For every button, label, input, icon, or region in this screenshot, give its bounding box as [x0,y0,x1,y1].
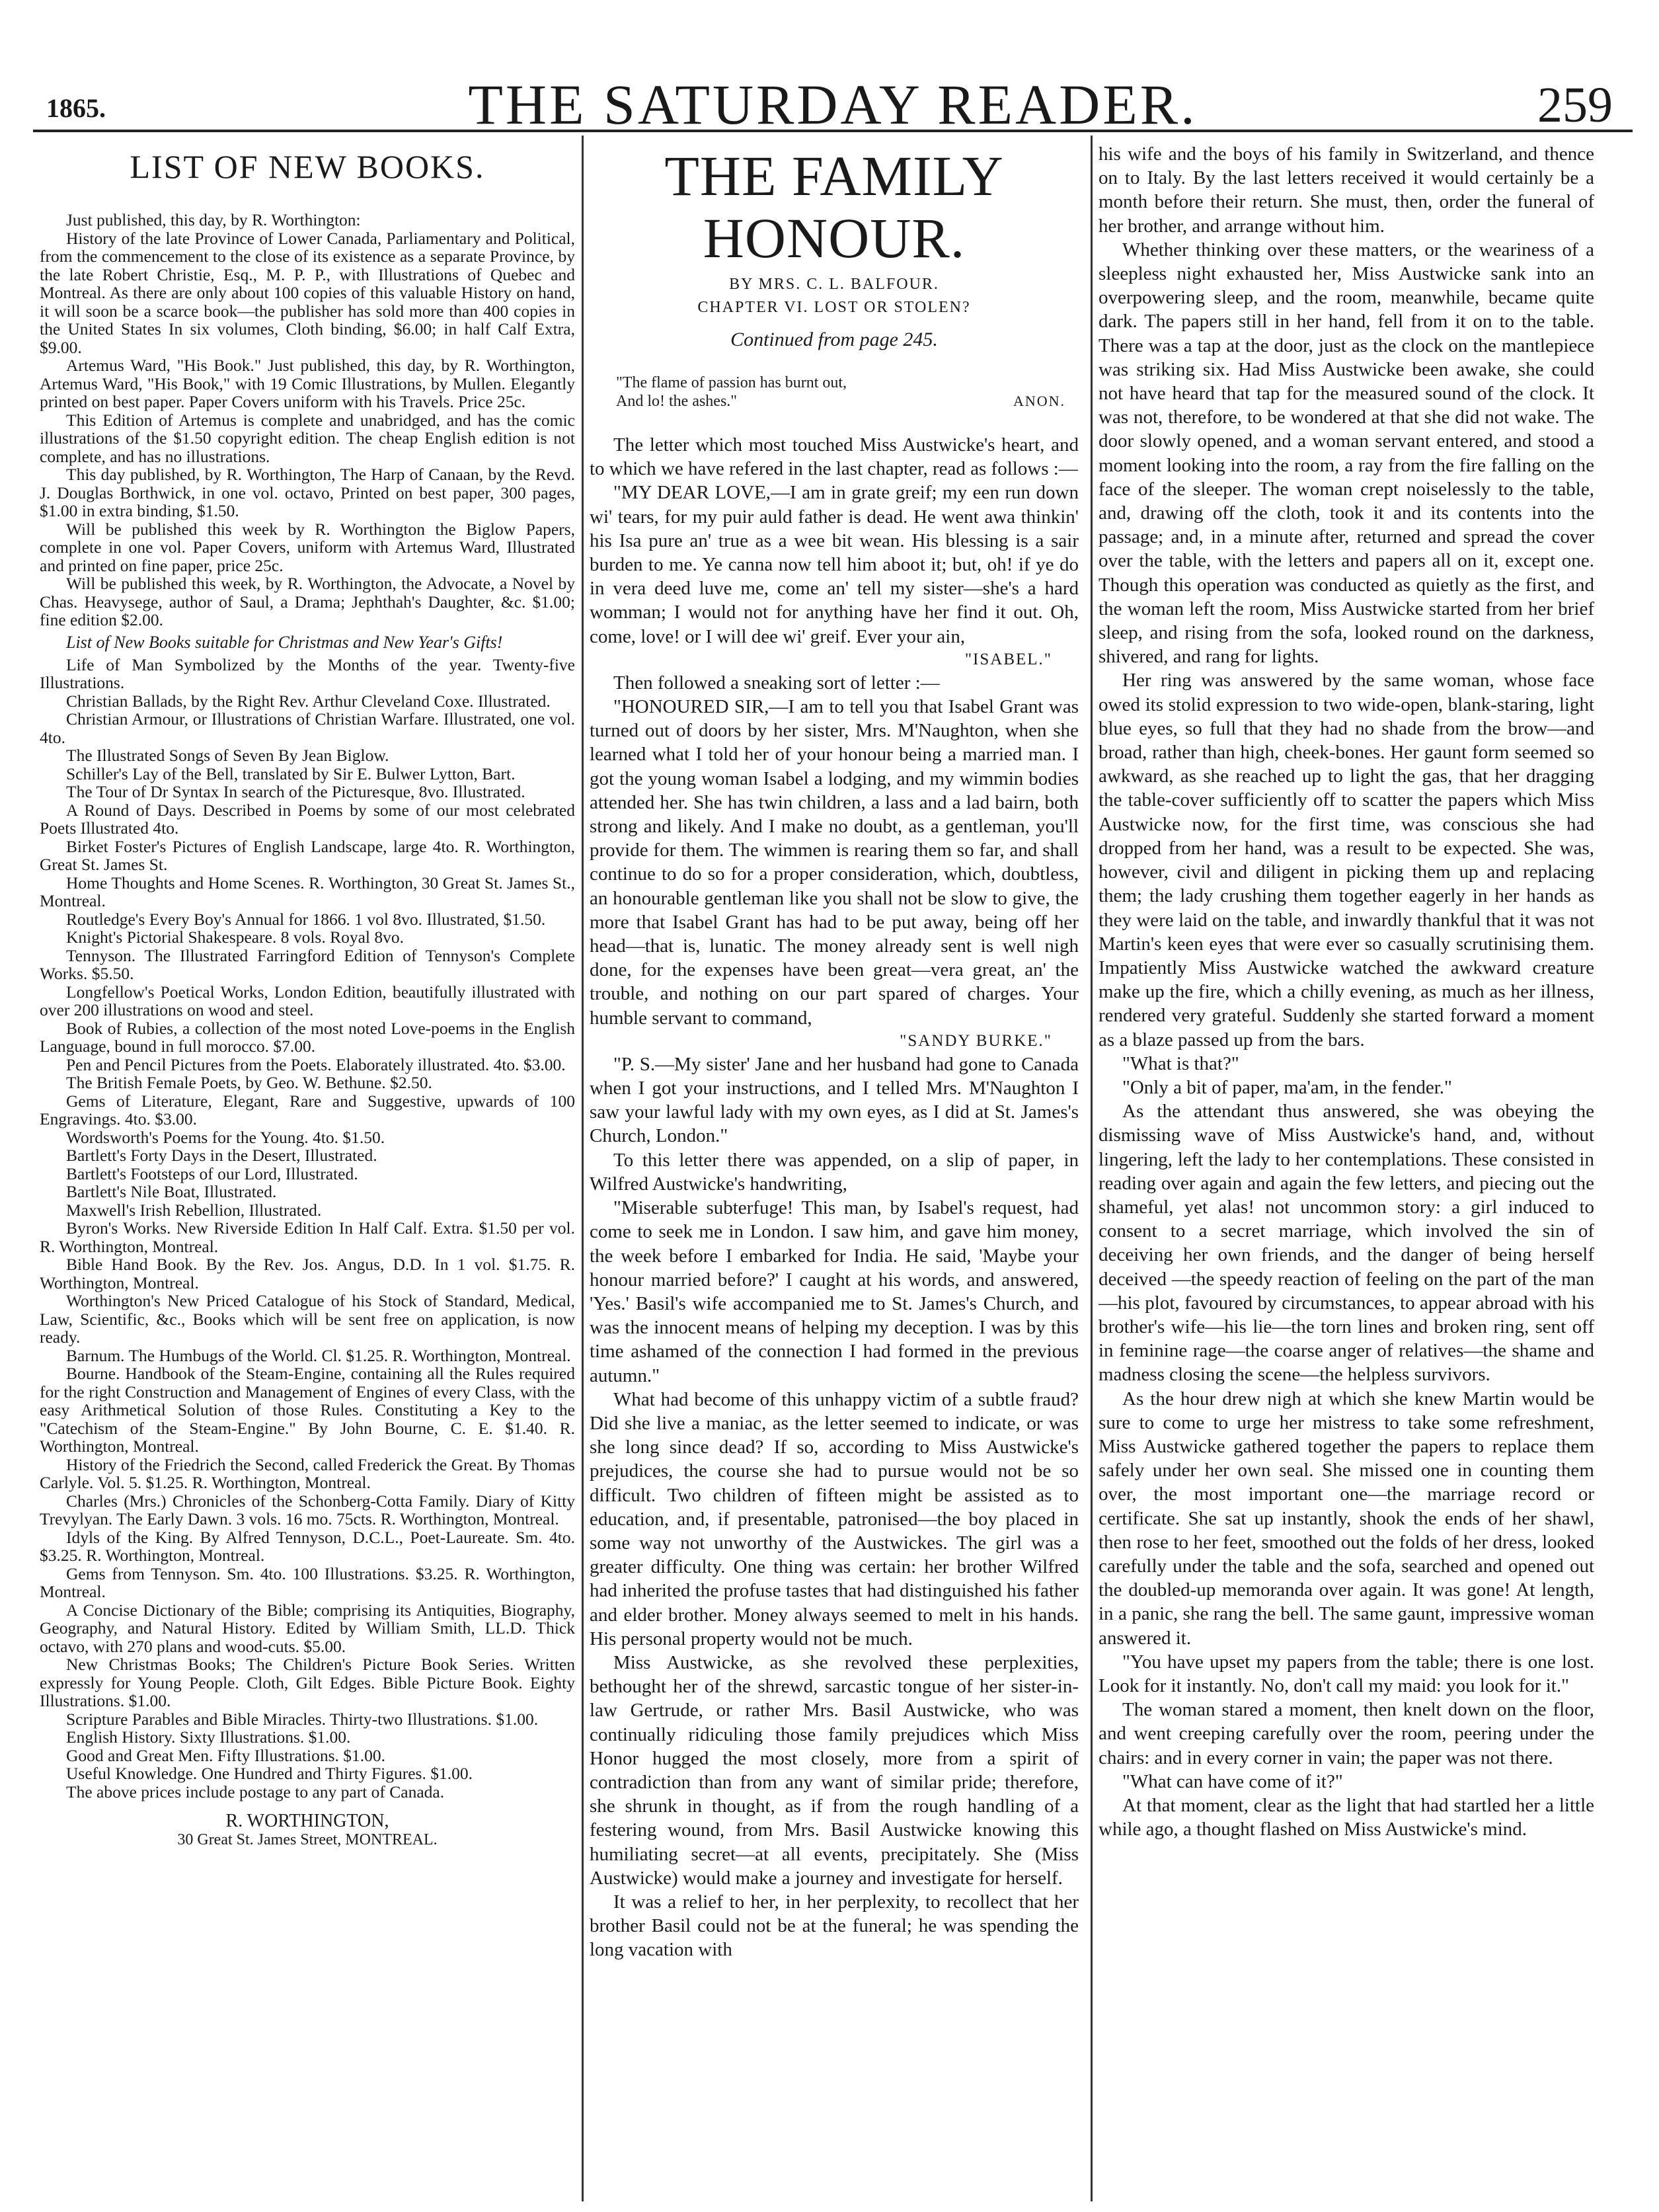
book-list-heading: LIST OF NEW BOOKS. [130,148,485,185]
story-paragraph: "You have upset my papers from the table; there is one lost. Look for it instantly. No, don't call my maid: you look for it." [1099,1651,1594,1696]
masthead-year: 1865. [46,93,106,123]
epigraph-author: ANON. [1013,393,1065,409]
book-list-item: The British Female Poets, by Geo. W. Bethune. $2.50. [66,1073,432,1092]
book-list-item: Christian Armour, or Illustrations of Christian Warfare. Illustrated, one vol. 4to. [40,709,575,747]
story-paragraph: The letter which most touched Miss Austwicke's heart, and to which we have refered in the last chapter, read as follows :— [590,434,1079,480]
book-list-paragraph: Just published, this day, by R. Worthington: [66,210,361,229]
continued-note: Continued from page 245. [730,329,938,350]
book-list-paragraph: Artemus Ward, "His Book." Just published, this day, by R. Worthington, Artemus Ward, "His Book," with 19 Comic Illustrations, by Mullen. Elegantly printed on best paper. Paper Covers uniform with his Travels. Price 25c. [40,356,575,411]
book-list-subheading: List of New Books suitable for Christmas and New Year's Gifts! [66,632,503,652]
publisher-name: R. WORTHINGTON, [225,1811,389,1831]
story-paragraphs [590,1052,1079,1962]
letter-signature: "ISABEL." [964,650,1052,668]
book-list-item: The Tour of Dr Syntax In search of the Picturesque, 8vo. Illustrated. [66,782,525,801]
book-list-item: Scripture Parables and Bible Miracles. Thirty-two Illustrations. $1.00. [66,1709,539,1729]
chapter-heading: CHAPTER VI. LOST OR STOLEN? [697,299,971,316]
epigraph [590,374,1079,411]
story-paragraph: "What can have come of it?" [1122,1770,1343,1792]
story-column-2 [1099,142,1594,2198]
book-list-item: Longfellow's Poetical Works, London Edition, beautifully illustrated with over 200 illustrations on wood and steel. [40,982,575,1019]
story-title: THE FAMILY HONOUR. [664,144,1004,270]
book-list-item: Barnum. The Humbugs of the World. Cl. $1.25. R. Worthington, Montreal. [66,1345,571,1365]
book-list-item: Byron's Works. New Riverside Edition In Half Calf. Extra. $1.50 per vol. R. Worthington, Montreal. [40,1218,575,1256]
masthead-title: THE SATURDAY READER. [468,73,1198,136]
book-list-item: Worthington's New Priced Catalogue of his Stock of Standard, Medical, Law, Scientific, &c., Books which will be sent free on application, is now ready. [40,1291,575,1347]
column-divider [582,136,584,2201]
book-list-item: Life of Man Symbolized by the Months of the year. Twenty-five Illustrations. [40,654,575,692]
column-divider [1091,136,1093,2201]
book-list-item: Bartlett's Nile Boat, Illustrated. [66,1182,277,1201]
book-list-item: Routledge's Every Boy's Annual for 1866. 1 vol 8vo. Illustrated, $1.50. [66,909,546,929]
book-list-item: Book of Rubies, a collection of the most noted Love-poems in the English Language, bound in full morocco. $7.00. [40,1018,575,1056]
book-list-item: Birket Foster's Pictures of English Landscape, large 4to. R. Worthington, Great St. James St. [40,836,575,874]
book-list-item: Good and Great Men. Fifty Illustrations. $1.00. [66,1745,386,1765]
story-paragraph: "HONOURED SIR,—I am to tell you that Isabel Grant was turned out of doors by her sister, Mrs. M'Naughton, when she learned what I told her of your honour being a married man. I got the young woman Isabel a lodging, and my wimmin bodies attended her. She has twin children, a lass and a lad bairn, both strong and likely. And I make no doubt, as a gentleman, you'll provide for them. The wimmen is rearing them so far, and shall continue to do so for a proper consideration, which, doubtless, an honourable gentleman like you shall not be slow to give, the more that Isabel Grant has had to be put away, being off her head—that is, lunatic. The money already sent is well nigh done, for the expenses have been great—vera great, an' the trouble, and nothing on our part spared of charges. Your humble servant to command, [590,696,1079,1029]
story-paragraphs [590,671,1079,1030]
book-list-item: Gems from Tennyson. Sm. 4to. 100 Illustrations. $3.25. R. Worthington, Montreal. [40,1563,575,1601]
story-paragraph: At that moment, clear as the light that had startled her a little while ago, a thought flashed on Miss Austwicke's mind. [1099,1795,1594,1840]
story-byline: BY MRS. C. L. BALFOUR. [729,276,939,293]
book-list-column [40,142,575,2198]
story-column-1 [590,142,1079,2198]
story-paragraph: What had become of this unhappy victim of a subtle fraud? Did she live a maniac, as the letter seemed to indicate, or was she long since dead? If so, according to Miss Austwicke's prejudices, the course she had to pursue would not be so difficult. Two children of fifteen might be assisted as to education, and, if presentable, patronised—the boy placed in some way not unworthy of the Austwickes. The girl was a greater difficulty. One thing was certain: her brother Wilfred had inherited the profuse tastes that had distinguished his father and elder brother. Money always seemed to melt in his hands. His personal property would not be much. [590,1388,1079,1649]
story-paragraph: Whether thinking over these matters, or the weariness of a sleepless night exhausted her, Miss Austwicke sank into an overpowering sleep, and the room, meanwhile, became quite dark. The papers still in her hand, fell from it on to the table. There was a tap at the door, just as the clock on the mantlepiece was striking six. Had Miss Austwicke been awake, she could not have heard that tap for the measured sound of the clock. It was not, therefore, to be wondered at that she did not wake. The door slowly opened, and a woman servant entered, and stood a moment looking into the room, a ray from the fire falling on the face of the sleeper. The woman crept noiselessly to the table, and, drawing off the cloth, took it and its contents into the passage; and, in a minute after, returned and spread the cover over the table, with the letters and papers all on it, except one. Though this operation was conducted as quietly as the first, and the woman left the room, Miss Austwicke started from her brief sleep, and rising from the sofa, looked round on the darkness, shivered, and rang for lights. [1099,239,1594,668]
book-list-item: Useful Knowledge. One Hundred and Thirty Figures. $1.00. [66,1764,473,1783]
book-list-item: The above prices include postage to any part of Canada. [66,1782,445,1801]
book-list-item: Tennyson. The Illustrated Farringford Edition of Tennyson's Complete Works. $5.50. [40,945,575,983]
book-list-item: Knight's Pictorial Shakespeare. 8 vols. Royal 8vo. [66,928,404,947]
book-list-item: Wordsworth's Poems for the Young. 4to. $1.50. [66,1127,385,1147]
story-paragraph: Then followed a sneaking sort of letter :— [613,672,940,693]
book-list-item: English History. Sixty Illustrations. $1.00. [66,1727,351,1747]
story-paragraph: "What is that?" [1122,1052,1239,1074]
book-list-item: Bartlett's Forty Days in the Desert, Illustrated. [66,1146,377,1165]
book-list-item: A Round of Days. Described in Poems by some of our most celebrated Poets Illustrated 4to. [40,800,575,838]
book-list-item: History of the Friedrich the Second, called Frederick the Great. By Thomas Carlyle. Vol. 5. $1.25. R. Worthington, Montreal. [40,1454,575,1492]
book-list-paragraph: History of the late Province of Lower Canada, Parliamentary and Political, from the commencement to the close of its existence as a separate Province, by the late Robert Christie, Esq., M. P. P., with Illustrations of Quebec and Montreal. As there are only about 100 copies of this valuable History on hand, it will soon be a scarce book—the publisher has sold more than 400 copies in the United States In six volumes, Cloth binding, $6.00; in half Calf Extra, $9.00. [40,228,575,357]
story-paragraph: It was a relief to her, in her perplexity, to recollect that her brother Basil could not be at the funeral; he was spending the long vacation with [590,1891,1079,1961]
book-list-item: Pen and Pencil Pictures from the Poets. Elaborately illustrated. 4to. $3.00. [66,1054,566,1074]
story-paragraph: To this letter there was appended, on a slip of paper, in Wilfred Austwicke's handwriting, [590,1149,1079,1195]
book-list-paragraph: This day published, by R. Worthington, The Harp of Canaan, by the Revd. J. Douglas Borthwick, in one vol. octavo, Printed on best paper, 300 pages, $1.00 in extra binding, $1.50. [40,465,575,520]
story-paragraph: his wife and the boys of his family in Switzerland, and thence on to Italy. By the last letters received it would certainly be a month before their return. She must, then, order the funeral of her brother, and arrange without him. [1099,143,1594,237]
book-list-item: Home Thoughts and Home Scenes. R. Worthington, 30 Great St. James St., Montreal. [40,873,575,910]
page-number: 259 [1537,77,1613,133]
book-list-item: Maxwell's Irish Rebellion, Illustrated. [66,1200,322,1220]
story-paragraphs [590,433,1079,649]
book-list-item: Christian Ballads, by the Right Rev. Arthur Cleveland Coxe. Illustrated. [66,691,551,711]
story-paragraph: "P. S.—My sister' Jane and her husband had gone to Canada when I got your instructions, and I telled Mrs. M'Naughton I saw your lawful lady with my own eyes, as I did at St. James's Church, London." [590,1053,1079,1147]
masthead [33,59,1633,136]
story-paragraphs [1099,142,1594,1841]
story-paragraph: As the hour drew nigh at which she knew Martin would be sure to come to urge her mistress to take some refreshment, Miss Austwicke gathered together the papers to replace them safely under her own seal. She missed one in counting them over, the most important one—the marriage record or certificate. She sat up instantly, shook the ends of her shawl, then rose to her feet, smoothed out the folds of her dress, looked carefully under the table and the sofa, searched and opened out the doubled-up memoranda over again. It was gone! At length, in a panic, she rang the bell. The same gaunt, impressive woman answered it. [1099,1388,1594,1649]
story-paragraph: "Miserable subterfuge! This man, by Isabel's request, had come to seek me in London. I saw him, and gave him money, the week before I embarked for India. He said, 'Maybe your honour married before?' I caught at his words, and answered, 'Yes.' Basil's wife accompanied me to St. James's Church, and was the innocent means of helping my deception. I was by this time ashamed of the connection I had formed in the previous autumn." [590,1197,1079,1386]
story-paragraph: The woman stared a moment, then knelt down on the floor, and went creeping carefully over the room, peering under the chairs: and in every corner in vain; the paper was not there. [1099,1699,1594,1768]
masthead-rule [33,130,1633,132]
epigraph-line: And lo! the ashes." [616,393,738,410]
book-list-item: Bartlett's Footsteps of our Lord, Illustrated. [66,1164,358,1183]
book-list-paragraph: Will be published this week, by R. Worthington, the Advocate, a Novel by Chas. Heavysege, author of Saul, a Drama; Jephthah's Daughter, &c. $1.00; fine edition $2.00. [40,574,575,629]
book-list-items [40,656,575,1801]
book-list-item: The Illustrated Songs of Seven By Jean Biglow. [66,746,389,765]
book-list-paragraph: This Edition of Artemus is complete and unabridged, and has the comic illustrations of the $1.50 copyright edition. The cheap English edition is not complete, and has no illustrations. [40,410,575,466]
book-list-item: Bible Hand Book. By the Rev. Jos. Angus, D.D. In 1 vol. $1.75. R. Worthington, Montreal. [40,1255,575,1292]
book-list-item: Bourne. Handbook of the Steam-Engine, containing all the Rules required for the right Construction and Management of Engines of every Class, with the easy Arithmetical Solution of those Rules. Constituting a Key to the "Catechism of the Steam-Engine." By John Bourne, C. E. $1.40. R. Worthington, Montreal. [40,1364,575,1456]
book-list-item: A Concise Dictionary of the Bible; comprising its Antiquities, Biography, Geography, and Natural History. Edited by William Smith, LL.D. Thick octavo, with 270 plans and wood-cuts. $5.00. [40,1600,575,1656]
book-list-intro [40,211,575,629]
book-list-item: Idyls of the King. By Alfred Tennyson, D.C.L., Poet-Laureate. Sm. 4to. $3.25. R. Worthington, Montreal. [40,1527,575,1565]
story-paragraph: "MY DEAR LOVE,—I am in grate greif; my een run down wi' tears, for my puir auld father is dead. He went awa thinkin' his Isa pure an' true as a wee bit wean. His blessing is a sair burden to me. Ye canna now tell him aboot it; but, oh! if ye do in vera deed luve me, come an' tell my sister—she's a hard womman; I would not for anything have her find it out. Oh, come, love! or I will dee wi' greif. Ever your ain, [590,482,1079,647]
letter-signature: "SANDY BURKE." [900,1031,1052,1050]
book-list-item: Charles (Mrs.) Chronicles of the Schonberg-Cotta Family. Diary of Kitty Trevylyan. The Early Dawn. 3 vols. 16 mo. 75cts. R. Worthington, Montreal. [40,1491,575,1528]
story-paragraph: Miss Austwicke, as she revolved these perplexities, bethought her of the shrewd, sarcastic tongue of her sister-in-law Gertrude, or rather Mrs. Basil Austwicke, who was continually ridiculing those family prejudices which Miss Honor hugged the most closely, more from a spirit of contradiction than from any want of similar pride; therefore, she shrunk in thought, as if from the rough handling of a festering wound, from Mrs. Basil Austwicke knowing this humiliating secret—at all events, precipitately. She (Miss Austwicke) would make a journey and investigate for herself. [590,1651,1079,1889]
story-paragraph: "Only a bit of paper, ma'am, in the fender." [1122,1076,1452,1098]
epigraph-line: "The flame of passion has burnt out, [616,374,847,391]
book-list-paragraph: Will be published this week by R. Worthington the Biglow Papers, complete in one vol. Paper Covers, uniform with Artemus Ward, Illustrated and printed on fine paper, price 25c. [40,519,575,575]
story-paragraph: As the attendant thus answered, she was obeying the dismissing wave of Miss Austwicke's hand, and, without lingering, left the lady to her contemplations. These consisted in reading over again and again the few letters, and piecing out the shameful, yet alas! not uncommon story: a girl induced to consent to a secret marriage, which involved the sin of deceiving her own friends, and the danger of being herself deceived —the speedy reaction of feeling on the part of the man—his plot, favoured by circumstances, to appear abroad with his brother's wife—his lie—the torn lines and broken ring, sent off in feminine rage—the coarse anger of relatives—the shame and madness closing the scene—the helpless survivors. [1099,1101,1594,1386]
publisher-address: 30 Great St. James Street, MONTREAL. [177,1831,438,1848]
book-list-item: Schiller's Lay of the Bell, translated by Sir E. Bulwer Lytton, Bart. [66,764,516,783]
story-paragraph: Her ring was answered by the same woman, whose face owed its stolid expression to two wide-open, blank-staring, light blue eyes, so full that they had no shade from the brow—and broad, rather than high, cheek-bones. Her gaunt form seemed so awkward, as she reached up to light the gas, that her dragging the table-cover sufficiently off to scatter the papers which Miss Austwicke now, for the first time, was conscious she had dropped from her hand, was a result to be expected. She was, however, civil and diligent in picking them up and replacing them; the lady crushing them together eagerly in her hands as they were laid on the table, and inwardly thankful that it was not Martin's keen eyes that were ever so casually scrutinising them. Impatiently Miss Austwicke watched the awkward creature make up the fire, which a chilly evening, as much as her illness, rendered very grateful. Suddenly she started forward a moment as a blaze passed up from the bars. [1099,670,1594,1050]
book-list-item: Gems of Literature, Elegant, Rare and Suggestive, upwards of 100 Engravings. 4to. $3.00. [40,1091,575,1128]
book-list-item: New Christmas Books; The Children's Picture Book Series. Written expressly for Young People. Cloth, Gilt Edges. Bible Picture Book. Eighty Illustrations. $1.00. [40,1655,575,1710]
